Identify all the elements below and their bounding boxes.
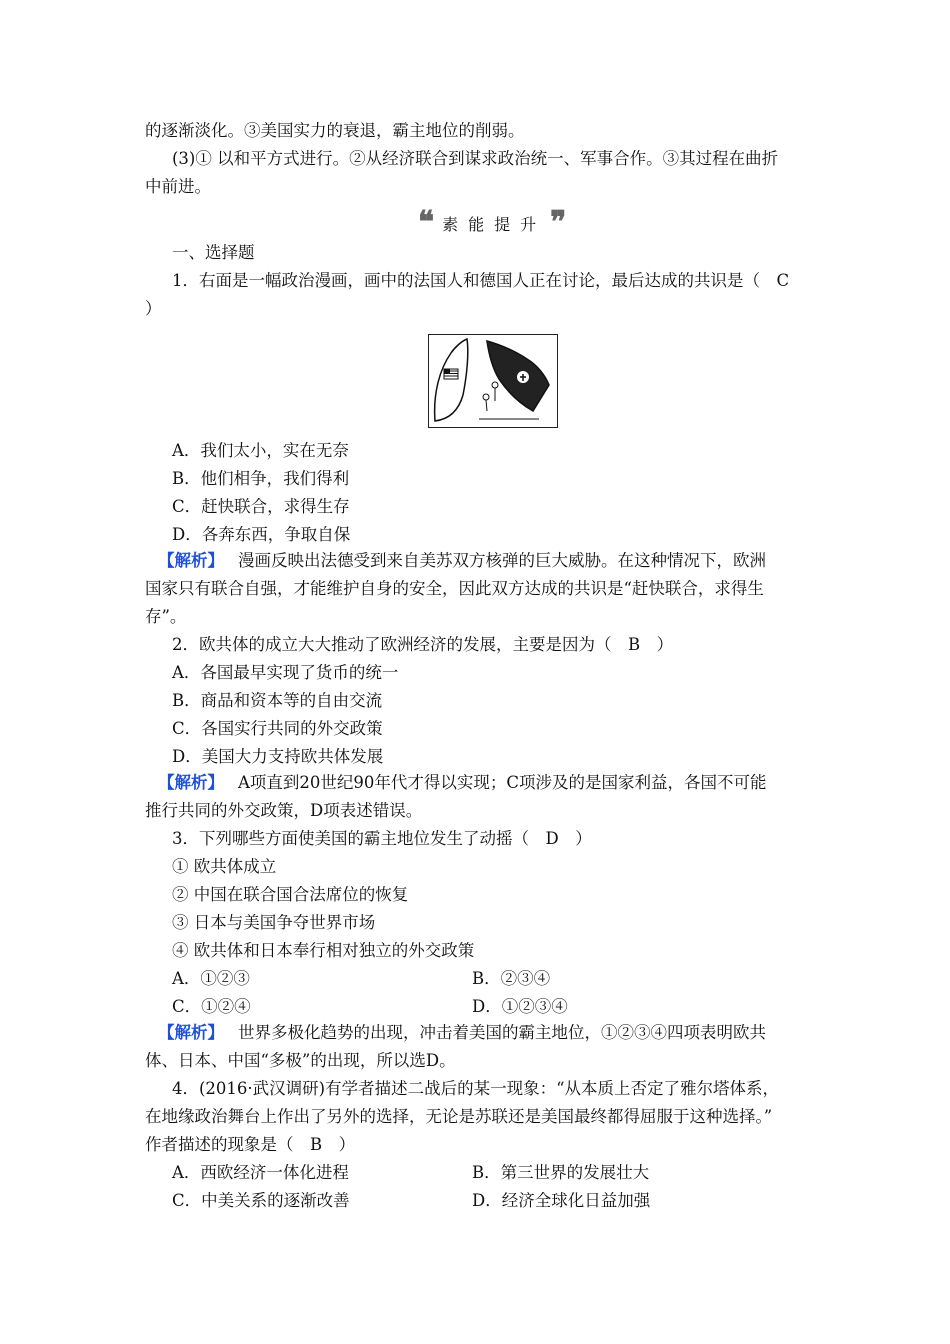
option-d: D．各奔东西，争取自保 bbox=[172, 525, 351, 544]
option-b: B．第三世界的发展壮大 bbox=[472, 1163, 650, 1182]
option-c: C．①②④ bbox=[172, 997, 251, 1016]
text-line: 中前进。 bbox=[145, 177, 211, 196]
analysis-label: 【解析】 bbox=[158, 551, 224, 570]
option-d: D．美国大力支持欧共体发展 bbox=[172, 747, 384, 766]
statement-item: ④ 欧共体和日本奉行相对独立的外交政策 bbox=[172, 941, 475, 960]
close-quote-icon: ❞ bbox=[550, 205, 567, 240]
analysis-line bbox=[158, 772, 767, 794]
option-b: B．商品和资本等的自由交流 bbox=[172, 691, 383, 710]
question-stem: 1．右面是一幅政治漫画，画中的法国人和德国人正在讨论，最后达成的共识是（ C bbox=[172, 271, 790, 290]
text-line: (3)① 以和平方式进行。②从经济联合到谋求政治统一、军事合作。③其过程在曲折 bbox=[172, 149, 779, 168]
analysis-text: 世界多极化趋势的出现，冲击着美国的霸主地位，①②③④四项表明欧共 bbox=[238, 1023, 766, 1042]
analysis-line bbox=[158, 550, 766, 572]
open-quote-icon: ❝ bbox=[418, 205, 435, 240]
question-stem: 3．下列哪些方面使美国的霸主地位发生了动摇（ D ） bbox=[172, 829, 592, 848]
option-a: A．西欧经济一体化进程 bbox=[172, 1163, 349, 1182]
option-b: B．②③④ bbox=[472, 969, 551, 988]
option-d: D．①②③④ bbox=[472, 997, 568, 1016]
analysis-text: 体、日本、中国“多极”的出现，所以选D。 bbox=[145, 1051, 456, 1070]
analysis-text: A项直到20世纪90年代才得以实现；C项涉及的是国家利益，各国不可能 bbox=[238, 773, 767, 792]
analysis-text: 存”。 bbox=[145, 607, 187, 626]
option-c: C．各国实行共同的外交政策 bbox=[172, 719, 383, 738]
text-line: 的逐渐淡化。③美国实力的衰退，霸主地位的削弱。 bbox=[145, 121, 525, 140]
section-title: 一、选择题 bbox=[172, 243, 255, 262]
question-stem: 2．欧共体的成立大大推动了欧洲经济的发展，主要是因为（ B ） bbox=[172, 635, 674, 654]
analysis-text: 推行共同的外交政策，D项表述错误。 bbox=[145, 801, 423, 820]
question-stem: ） bbox=[145, 299, 162, 318]
banner-title: 素能提升 bbox=[442, 214, 547, 234]
option-a: A．①②③ bbox=[172, 969, 250, 988]
option-a: A．我们太小，实在无奈 bbox=[172, 441, 349, 460]
section-banner bbox=[418, 205, 567, 240]
option-a: A．各国最早实现了货币的统一 bbox=[172, 663, 399, 682]
analysis-text: 国家只有联合自强，才能维护自身的安全，因此双方达成的共识是“赶快联合，求得生 bbox=[145, 579, 764, 598]
analysis-label: 【解析】 bbox=[158, 1023, 224, 1042]
statement-item: ① 欧共体成立 bbox=[172, 857, 277, 876]
political-cartoon-image bbox=[428, 334, 558, 428]
question-stem: 4．(2016·武汉调研)有学者描述二战后的某一现象：“从本质上否定了雅尔塔体系， bbox=[172, 1079, 780, 1098]
option-b: B．他们相争，我们得利 bbox=[172, 469, 350, 488]
question-stem: 作者描述的现象是（ B ） bbox=[145, 1135, 356, 1154]
analysis-text: 漫画反映出法德受到来自美苏双方核弹的巨大威胁。在这种情况下，欧洲 bbox=[238, 551, 766, 570]
statement-item: ③ 日本与美国争夺世界市场 bbox=[172, 913, 376, 932]
option-c: C．赶快联合，求得生存 bbox=[172, 497, 350, 516]
question-stem: 在地缘政治舞台上作出了另外的选择，无论是苏联还是美国最终都得屈服于这种选择。” bbox=[145, 1107, 773, 1126]
option-d: D．经济全球化日益加强 bbox=[472, 1191, 651, 1210]
analysis-label: 【解析】 bbox=[158, 773, 224, 792]
analysis-line bbox=[158, 1022, 766, 1044]
statement-item: ② 中国在联合国合法席位的恢复 bbox=[172, 885, 409, 904]
option-c: C．中美关系的逐渐改善 bbox=[172, 1191, 350, 1210]
